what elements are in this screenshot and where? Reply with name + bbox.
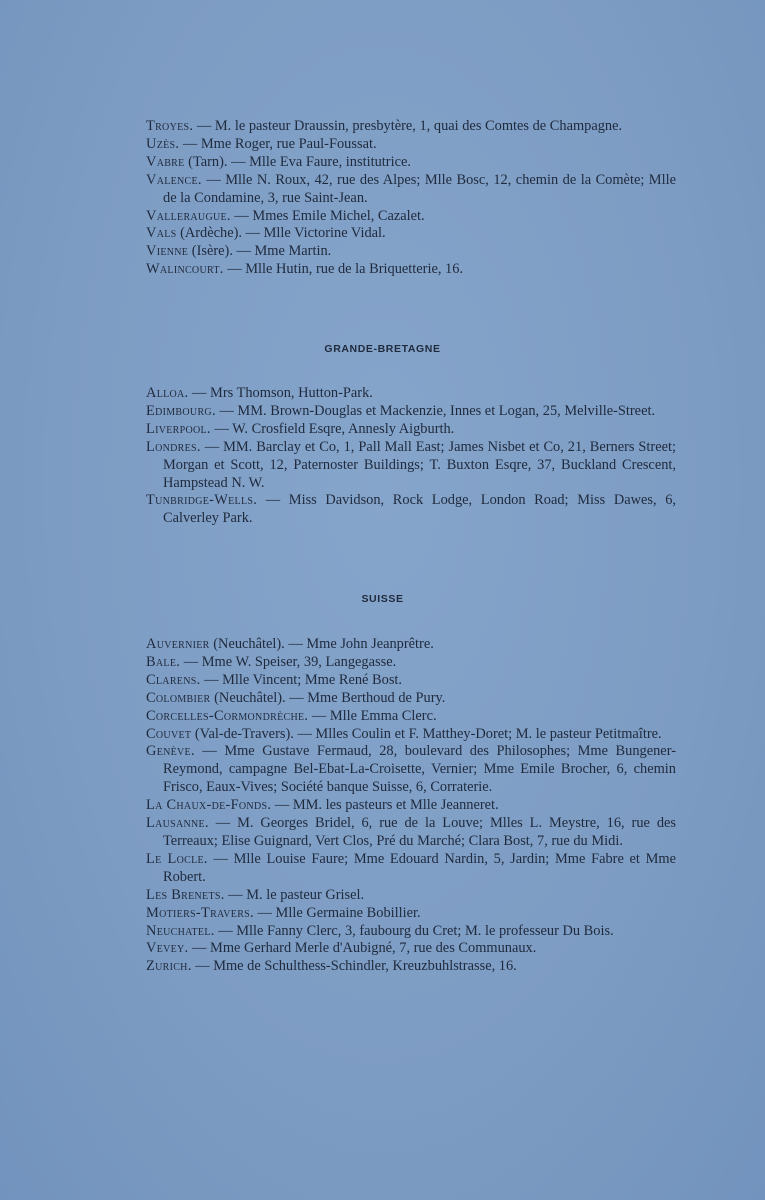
entry-text: — Mlle Fanny Clerc, 3, faubourg du Cret; M. le professeur Du Bois. <box>214 922 614 939</box>
directory-entry <box>146 815 676 851</box>
entry-text: (Tarn). — Mlle Eva Faure, institutrice. <box>184 153 411 170</box>
entry-place: Troyes. <box>146 118 194 134</box>
directory-entry <box>146 654 676 672</box>
entry-text: — M. le pasteur Draussin, presbytère, 1, quai des Comtes de Champagne. <box>193 118 623 134</box>
entry-text: — Mlle N. Roux, 42, rue des Alpes; Mlle Bosc, 12, chemin de la Comète; Mlle de la Condamine, 3, rue Saint-Jean. <box>163 171 676 206</box>
entry-place: Bale. <box>146 653 181 670</box>
entry-text: — Mlle Louise Faure; Mme Edouard Nardin, 5, Jardin; Mme Fabre et Mme Robert. <box>163 850 676 885</box>
directory-entry <box>146 118 676 136</box>
directory-entry <box>146 958 676 976</box>
section-france <box>146 118 676 279</box>
entry-text: (Ardèche). — Mlle Victorine Vidal. <box>176 225 386 242</box>
entry-text: — MM. les pasteurs et Mlle Jeanneret. <box>271 797 499 814</box>
entry-place: Vals <box>146 225 177 242</box>
entry-text: — Mrs Thomson, Hutton-Park. <box>188 385 373 401</box>
entry-text: — Mlle Hutin, rue de la Briquetterie, 16. <box>223 261 464 278</box>
directory-entry <box>146 154 676 172</box>
entry-text: — M. Georges Bridel, 6, rue de la Louve; Mlles L. Meystre, 16, rue des Terreaux; Elise Guignard, Vert Clos, Pré du Marché; Clara Bost, 7, rue du Midi. <box>163 815 676 849</box>
entry-place: Les Brenets. <box>146 886 225 903</box>
directory-entry <box>146 923 676 941</box>
entry-place: La Chaux-de-Fonds. <box>146 797 272 814</box>
entry-place: Couvet <box>146 725 192 742</box>
entry-place: Genève. <box>146 743 195 760</box>
entry-place: Le Locle. <box>146 850 208 867</box>
directory-entry <box>146 492 676 528</box>
directory-entry <box>146 225 676 243</box>
entry-place: Motiers-Travers. <box>146 904 254 921</box>
entry-text: — Mmes Emile Michel, Cazalet. <box>230 207 425 224</box>
entry-place: Vienne <box>146 243 189 260</box>
entry-text: — Mlle Emma Clerc. <box>308 707 437 724</box>
entry-text: — Mme Gerhard Merle d'Aubigné, 7, rue des Communaux. <box>188 940 537 957</box>
directory-entry <box>146 439 676 493</box>
entry-text: (Neuchâtel). — Mme John Jeanprêtre. <box>209 636 434 652</box>
directory-entry <box>146 797 676 815</box>
entry-place: Corcelles-Cormondrèche. <box>146 707 309 724</box>
entry-place: Valleraugue. <box>146 207 231 224</box>
directory-entry <box>146 708 676 726</box>
directory-entry <box>146 905 676 923</box>
entry-place: Liverpool. <box>146 420 211 437</box>
directory-entry <box>146 887 676 905</box>
entry-text: — MM. Barclay et Co, 1, Pall Mall East; James Nisbet et Co, 21, Berners Street; Morgan et Scott, 12, Paternoster Buildings; T. Buxton Esqre, 37, Buckland Crescent, Hampstead N. W. <box>163 438 676 491</box>
directory-entry <box>146 136 676 154</box>
entry-place: Neuchatel. <box>146 922 215 939</box>
directory-entry <box>146 172 676 208</box>
section-heading-grande-bretagne: GRANDE-BRETAGNE <box>324 343 441 355</box>
directory-entry <box>146 385 676 403</box>
section-suisse <box>146 636 676 976</box>
directory-entry <box>146 208 676 226</box>
entry-place: Londres. <box>146 438 201 455</box>
directory-entry <box>146 636 676 654</box>
entry-place: Colombier <box>146 689 211 706</box>
entry-text: — W. Crosfield Esqre, Annesly Aigburth. <box>210 420 455 437</box>
entry-place: Uzès. <box>146 135 180 152</box>
entry-text: — Miss Davidson, Rock Lodge, London Road; Miss Dawes, 6, Calverley Park. <box>163 492 676 527</box>
entry-place: Walincourt. <box>146 261 224 278</box>
entry-text: (Val-de-Travers). — Mlles Coulin et F. Matthey-Doret; M. le pasteur Petitmaître. <box>191 725 662 742</box>
entry-place: Edimbourg. <box>146 402 216 419</box>
entry-place: Clarens. <box>146 671 201 688</box>
directory-entry <box>146 690 676 708</box>
entry-text: — Mme W. Speiser, 39, Langegasse. <box>180 653 397 670</box>
entry-place: Vevey. <box>146 940 189 957</box>
entry-text: — MM. Brown-Douglas et Mackenzie, Innes et Logan, 25, Melville-Street. <box>215 402 656 419</box>
entry-place: Tunbridge-Wells. <box>146 492 258 509</box>
section-grande-bretagne <box>146 385 676 528</box>
directory-entry <box>146 743 676 797</box>
entry-text: (Neuchâtel). — Mme Berthoud de Pury. <box>210 689 446 706</box>
directory-entry <box>146 421 676 439</box>
entry-text: (Isère). — Mme Martin. <box>188 243 332 260</box>
directory-entry <box>146 261 676 279</box>
entry-place: Zurich. <box>146 958 192 975</box>
directory-entry <box>146 672 676 690</box>
entry-text: — Mme Roger, rue Paul-Foussat. <box>179 135 377 152</box>
directory-entry <box>146 940 676 958</box>
directory-entry <box>146 403 676 421</box>
entry-text: — Mlle Germaine Bobillier. <box>253 904 421 921</box>
entry-place: Lausanne. <box>146 815 209 832</box>
entry-place: Alloa. <box>146 385 189 401</box>
entry-text: — Mme Gustave Fermaud, 28, boulevard des Philosophes; Mme Bungener-Reymond, campagne Bel-Ebat-La-Croisette, Vernier; Mme Emile Brocher, 6, chemin Frisco, Eaux-Vives; Société banque Suisse, 6, Corraterie. <box>163 743 676 796</box>
entry-place: Vabre <box>146 153 185 170</box>
section-heading-suisse: SUISSE <box>361 593 404 605</box>
entry-text: — Mlle Vincent; Mme René Bost. <box>200 671 403 688</box>
directory-entry <box>146 243 676 261</box>
directory-entry <box>146 726 676 744</box>
entry-place: Valence. <box>146 171 202 188</box>
entry-text: — Mme de Schulthess-Schindler, Kreuzbuhlstrasse, 16. <box>191 958 517 975</box>
entry-place: Auvernier <box>146 636 210 652</box>
directory-entry <box>146 851 676 887</box>
entry-text: — M. le pasteur Grisel. <box>224 886 365 903</box>
